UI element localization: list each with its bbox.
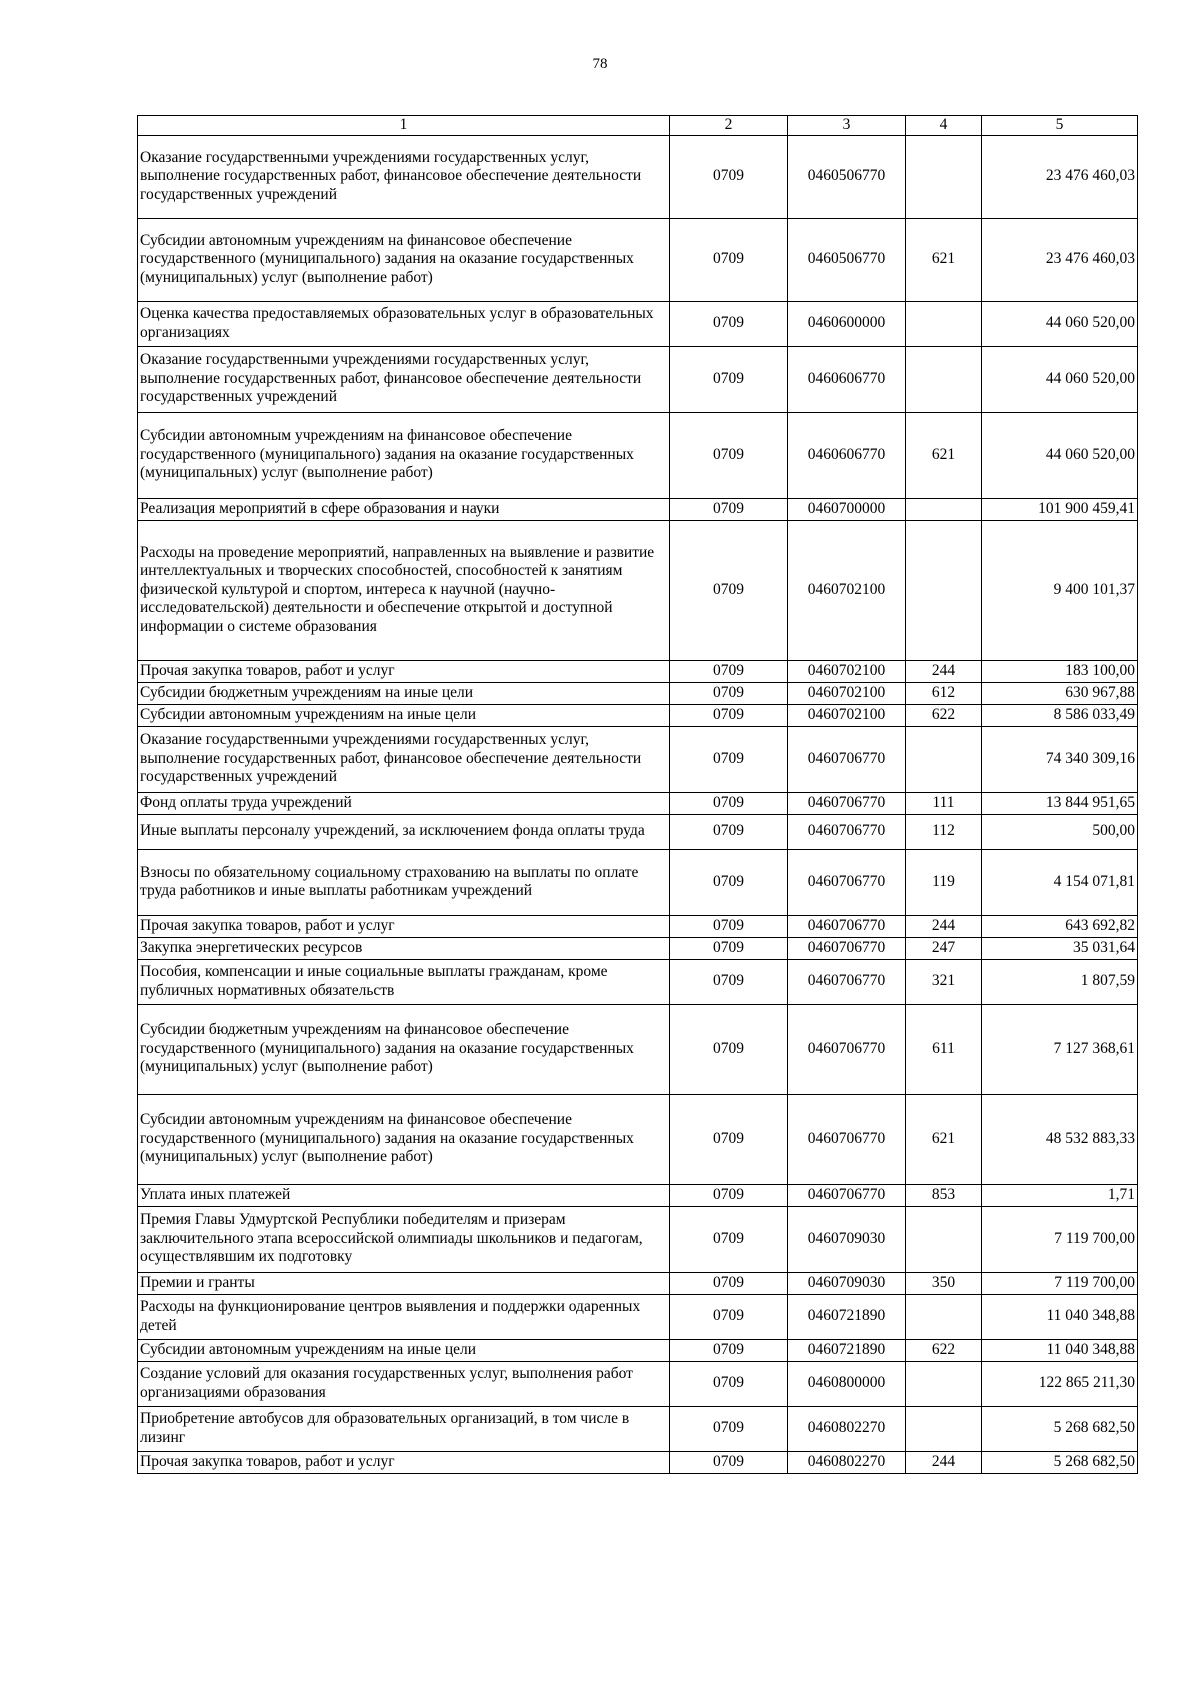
row-section-code: 0709 [670, 1339, 788, 1361]
row-description: Субсидии бюджетным учреждениям на иные цели [138, 682, 670, 704]
row-target-code: 0460721890 [788, 1339, 906, 1361]
row-expense-type [906, 346, 982, 412]
row-description: Премия Главы Удмуртской Республики победителям и призерам заключительного этапа всероссийской олимпиады школьников и педагогам, осуществлявшим их подготовку [138, 1206, 670, 1272]
row-expense-type [906, 498, 982, 520]
row-description: Оказание государственными учреждениями государственных услуг, выполнение государственных работ, финансовое обеспечение деятельности государственных учреждений [138, 135, 670, 218]
row-section-code: 0709 [670, 814, 788, 849]
row-amount: 630 967,88 [982, 682, 1138, 704]
row-section-code: 0709 [670, 1206, 788, 1272]
row-section-code: 0709 [670, 520, 788, 660]
table-row [138, 1206, 1138, 1272]
table-row [138, 915, 1138, 937]
row-amount: 74 340 309,16 [982, 726, 1138, 792]
row-expense-type [906, 1406, 982, 1451]
row-section-code: 0709 [670, 301, 788, 346]
row-amount: 35 031,64 [982, 937, 1138, 959]
row-expense-type [906, 726, 982, 792]
row-target-code: 0460600000 [788, 301, 906, 346]
row-expense-type: 111 [906, 792, 982, 814]
table-row [138, 959, 1138, 1004]
row-expense-type: 112 [906, 814, 982, 849]
budget-table [137, 115, 1138, 1474]
row-target-code: 0460802270 [788, 1451, 906, 1473]
table-row [138, 704, 1138, 726]
row-description: Создание условий для оказания государственных услуг, выполнения работ организациями образования [138, 1361, 670, 1406]
row-description: Расходы на проведение мероприятий, направленных на выявление и развитие интеллектуальных и творческих способностей, способностей к занятиям физической культурой и спортом, интереса к научной (научно-исследовательской) деятельности и обеспечение открытой и доступной информации о системе образования [138, 520, 670, 660]
table-row [138, 218, 1138, 301]
table-row [138, 1451, 1138, 1473]
row-expense-type: 622 [906, 704, 982, 726]
table-row [138, 346, 1138, 412]
row-section-code: 0709 [670, 1294, 788, 1339]
header-col-5: 5 [982, 116, 1138, 136]
row-description: Реализация мероприятий в сфере образования и науки [138, 498, 670, 520]
header-col-2: 2 [670, 116, 788, 136]
row-target-code: 0460721890 [788, 1294, 906, 1339]
row-target-code: 0460706770 [788, 849, 906, 915]
table-row [138, 814, 1138, 849]
table-row [138, 1339, 1138, 1361]
row-amount: 48 532 883,33 [982, 1094, 1138, 1184]
row-target-code: 0460709030 [788, 1206, 906, 1272]
row-section-code: 0709 [670, 937, 788, 959]
row-target-code: 0460702100 [788, 660, 906, 682]
row-section-code: 0709 [670, 726, 788, 792]
row-expense-type [906, 1294, 982, 1339]
table-row [138, 660, 1138, 682]
row-expense-type [906, 301, 982, 346]
row-target-code: 0460706770 [788, 814, 906, 849]
row-amount: 5 268 682,50 [982, 1451, 1138, 1473]
row-expense-type [906, 520, 982, 660]
row-description: Субсидии автономным учреждениям на финансовое обеспечение государственного (муниципального) задания на оказание государственных (муниципальных) услуг (выполнение работ) [138, 218, 670, 301]
row-expense-type: 621 [906, 1094, 982, 1184]
row-section-code: 0709 [670, 959, 788, 1004]
row-section-code: 0709 [670, 1406, 788, 1451]
row-description: Взносы по обязательному социальному страхованию на выплаты по оплате труда работников и иные выплаты работникам учреждений [138, 849, 670, 915]
row-section-code: 0709 [670, 346, 788, 412]
row-description: Оценка качества предоставляемых образовательных услуг в образовательных организациях [138, 301, 670, 346]
row-expense-type: 621 [906, 412, 982, 498]
row-description: Закупка энергетических ресурсов [138, 937, 670, 959]
table-row [138, 1094, 1138, 1184]
row-amount: 13 844 951,65 [982, 792, 1138, 814]
table-row [138, 301, 1138, 346]
row-target-code: 0460706770 [788, 726, 906, 792]
table-row [138, 1361, 1138, 1406]
row-amount: 7 119 700,00 [982, 1272, 1138, 1294]
row-amount: 23 476 460,03 [982, 135, 1138, 218]
row-section-code: 0709 [670, 498, 788, 520]
row-description: Субсидии автономным учреждениям на иные цели [138, 1339, 670, 1361]
row-description: Приобретение автобусов для образовательных организаций, в том числе в лизинг [138, 1406, 670, 1451]
row-section-code: 0709 [670, 1184, 788, 1206]
row-amount: 183 100,00 [982, 660, 1138, 682]
row-target-code: 0460706770 [788, 959, 906, 1004]
row-description: Оказание государственными учреждениями государственных услуг, выполнение государственных работ, финансовое обеспечение деятельности государственных учреждений [138, 346, 670, 412]
header-col-3: 3 [788, 116, 906, 136]
row-section-code: 0709 [670, 412, 788, 498]
row-section-code: 0709 [670, 682, 788, 704]
row-description: Прочая закупка товаров, работ и услуг [138, 1451, 670, 1473]
row-expense-type: 244 [906, 1451, 982, 1473]
row-target-code: 0460606770 [788, 346, 906, 412]
row-target-code: 0460706770 [788, 937, 906, 959]
row-description: Пособия, компенсации и иные социальные выплаты гражданам, кроме публичных нормативных обязательств [138, 959, 670, 1004]
row-description: Расходы на функционирование центров выявления и поддержки одаренных детей [138, 1294, 670, 1339]
table-row [138, 520, 1138, 660]
row-amount: 5 268 682,50 [982, 1406, 1138, 1451]
row-section-code: 0709 [670, 792, 788, 814]
row-description: Субсидии автономным учреждениям на иные цели [138, 704, 670, 726]
row-amount: 122 865 211,30 [982, 1361, 1138, 1406]
row-section-code: 0709 [670, 218, 788, 301]
row-section-code: 0709 [670, 1272, 788, 1294]
table-row [138, 1272, 1138, 1294]
table-row [138, 937, 1138, 959]
table-row [138, 682, 1138, 704]
row-target-code: 0460702100 [788, 520, 906, 660]
row-expense-type: 612 [906, 682, 982, 704]
row-amount: 23 476 460,03 [982, 218, 1138, 301]
row-amount: 1,71 [982, 1184, 1138, 1206]
page-number: 78 [592, 56, 608, 72]
row-target-code: 0460800000 [788, 1361, 906, 1406]
row-expense-type: 244 [906, 915, 982, 937]
row-expense-type: 622 [906, 1339, 982, 1361]
row-target-code: 0460700000 [788, 498, 906, 520]
row-expense-type [906, 1361, 982, 1406]
row-amount: 643 692,82 [982, 915, 1138, 937]
row-description: Субсидии автономным учреждениям на финансовое обеспечение государственного (муниципального) задания на оказание государственных (муниципальных) услуг (выполнение работ) [138, 412, 670, 498]
row-target-code: 0460706770 [788, 1094, 906, 1184]
row-expense-type [906, 1206, 982, 1272]
row-section-code: 0709 [670, 1094, 788, 1184]
row-target-code: 0460606770 [788, 412, 906, 498]
table-row [138, 135, 1138, 218]
row-expense-type: 611 [906, 1004, 982, 1094]
header-col-4: 4 [906, 116, 982, 136]
table-row [138, 1184, 1138, 1206]
row-description: Иные выплаты персоналу учреждений, за исключением фонда оплаты труда [138, 814, 670, 849]
row-target-code: 0460706770 [788, 1004, 906, 1094]
row-target-code: 0460706770 [788, 792, 906, 814]
row-section-code: 0709 [670, 849, 788, 915]
row-description: Субсидии автономным учреждениям на финансовое обеспечение государственного (муниципального) задания на оказание государственных (муниципальных) услуг (выполнение работ) [138, 1094, 670, 1184]
row-target-code: 0460802270 [788, 1406, 906, 1451]
row-target-code: 0460506770 [788, 218, 906, 301]
row-amount: 1 807,59 [982, 959, 1138, 1004]
row-amount: 500,00 [982, 814, 1138, 849]
row-description: Оказание государственными учреждениями государственных услуг, выполнение государственных работ, финансовое обеспечение деятельности государственных учреждений [138, 726, 670, 792]
row-target-code: 0460702100 [788, 704, 906, 726]
row-section-code: 0709 [670, 1361, 788, 1406]
row-expense-type: 247 [906, 937, 982, 959]
row-expense-type: 244 [906, 660, 982, 682]
row-target-code: 0460702100 [788, 682, 906, 704]
table-row [138, 1406, 1138, 1451]
table-row [138, 1294, 1138, 1339]
row-section-code: 0709 [670, 704, 788, 726]
row-target-code: 0460506770 [788, 135, 906, 218]
row-amount: 7 119 700,00 [982, 1206, 1138, 1272]
row-expense-type [906, 135, 982, 218]
row-expense-type: 350 [906, 1272, 982, 1294]
row-amount: 44 060 520,00 [982, 412, 1138, 498]
row-amount: 11 040 348,88 [982, 1339, 1138, 1361]
header-row [138, 116, 1138, 136]
row-amount: 101 900 459,41 [982, 498, 1138, 520]
table-row [138, 792, 1138, 814]
table-row [138, 849, 1138, 915]
row-description: Фонд оплаты труда учреждений [138, 792, 670, 814]
row-description: Прочая закупка товаров, работ и услуг [138, 660, 670, 682]
row-target-code: 0460706770 [788, 1184, 906, 1206]
table-row [138, 1004, 1138, 1094]
row-amount: 44 060 520,00 [982, 346, 1138, 412]
row-amount: 8 586 033,49 [982, 704, 1138, 726]
table-row [138, 412, 1138, 498]
table-row [138, 726, 1138, 792]
row-description: Субсидии бюджетным учреждениям на финансовое обеспечение государственного (муниципального) задания на оказание государственных (муниципальных) услуг (выполнение работ) [138, 1004, 670, 1094]
row-description: Премии и гранты [138, 1272, 670, 1294]
row-target-code: 0460706770 [788, 915, 906, 937]
row-expense-type: 321 [906, 959, 982, 1004]
row-target-code: 0460709030 [788, 1272, 906, 1294]
row-expense-type: 119 [906, 849, 982, 915]
row-section-code: 0709 [670, 1451, 788, 1473]
row-amount: 44 060 520,00 [982, 301, 1138, 346]
row-section-code: 0709 [670, 915, 788, 937]
row-description: Прочая закупка товаров, работ и услуг [138, 915, 670, 937]
row-amount: 9 400 101,37 [982, 520, 1138, 660]
row-section-code: 0709 [670, 135, 788, 218]
row-amount: 4 154 071,81 [982, 849, 1138, 915]
row-expense-type: 621 [906, 218, 982, 301]
table-row [138, 498, 1138, 520]
row-amount: 7 127 368,61 [982, 1004, 1138, 1094]
row-amount: 11 040 348,88 [982, 1294, 1138, 1339]
row-section-code: 0709 [670, 660, 788, 682]
row-description: Уплата иных платежей [138, 1184, 670, 1206]
header-col-1: 1 [138, 116, 670, 136]
row-expense-type: 853 [906, 1184, 982, 1206]
row-section-code: 0709 [670, 1004, 788, 1094]
